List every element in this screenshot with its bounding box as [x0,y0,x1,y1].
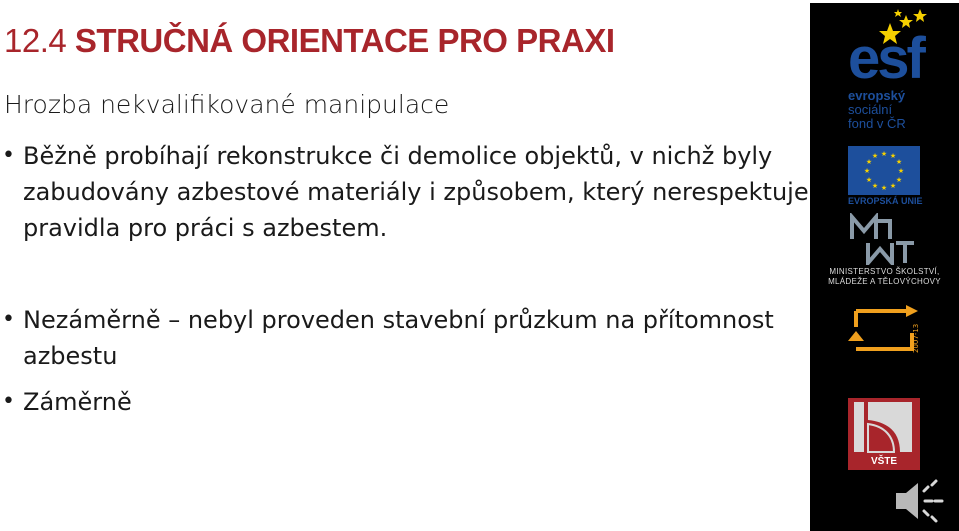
svg-text:★: ★ [871,152,879,160]
slide-subtitle: Hrozba nekvalifikované manipulace [4,90,450,119]
eu-label: EVROPSKÁ UNIE [848,196,923,206]
msmt-label-line: MINISTERSTVO ŠKOLSTVÍ, [829,267,940,276]
svg-text:★: ★ [889,182,897,190]
svg-text:★: ★ [897,167,905,175]
svg-text:★: ★ [895,158,903,166]
vste-logo [848,398,920,470]
eu-flag-icon [848,146,920,195]
bullet-item: • Běžně probíhají rekonstrukce či demolice objektů, v nichž byly zabudovány azbestové materiály i způsobem, který nerespektuje pravidla pro práci s azbestem. [0,138,813,246]
svg-text:★: ★ [865,158,873,166]
svg-text:★: ★ [889,152,897,160]
bullet-item: • Záměrně [0,384,823,420]
vste-label: VŠTE [870,456,898,467]
esf-caption-line: evropský [848,88,906,103]
svg-text:★: ★ [895,176,903,184]
logo-sidebar [810,3,959,531]
esf-caption-line: fond v ČR [848,116,906,131]
svg-text:★: ★ [880,150,888,158]
svg-text:★: ★ [880,184,888,192]
op-logo-icon [848,301,928,359]
msmt-logo-icon [848,213,918,265]
bullet-item: • Nezáměrně – nebyl proveden stavební průzkum na přítomnost azbestu [0,302,823,374]
svg-text:★: ★ [865,176,873,184]
svg-text:★: ★ [871,182,879,190]
esf-logo-caption [848,89,906,131]
title-number: 12.4 [4,22,67,59]
speaker-icon[interactable] [894,477,946,525]
vste-emblem-icon [848,398,920,456]
svg-text:★: ★ [863,167,871,175]
title-text: STRUČNÁ ORIENTACE PRO PRAXI [74,22,615,59]
esf-caption-line: sociální [848,102,893,117]
esf-logo-word: esf [848,26,923,91]
msmt-label [810,267,959,287]
slide-title [4,22,615,60]
op-years: 2007-13 [912,323,920,353]
msmt-label-line: MLÁDEŽE A TĚLOVÝCHOVY [828,277,941,286]
